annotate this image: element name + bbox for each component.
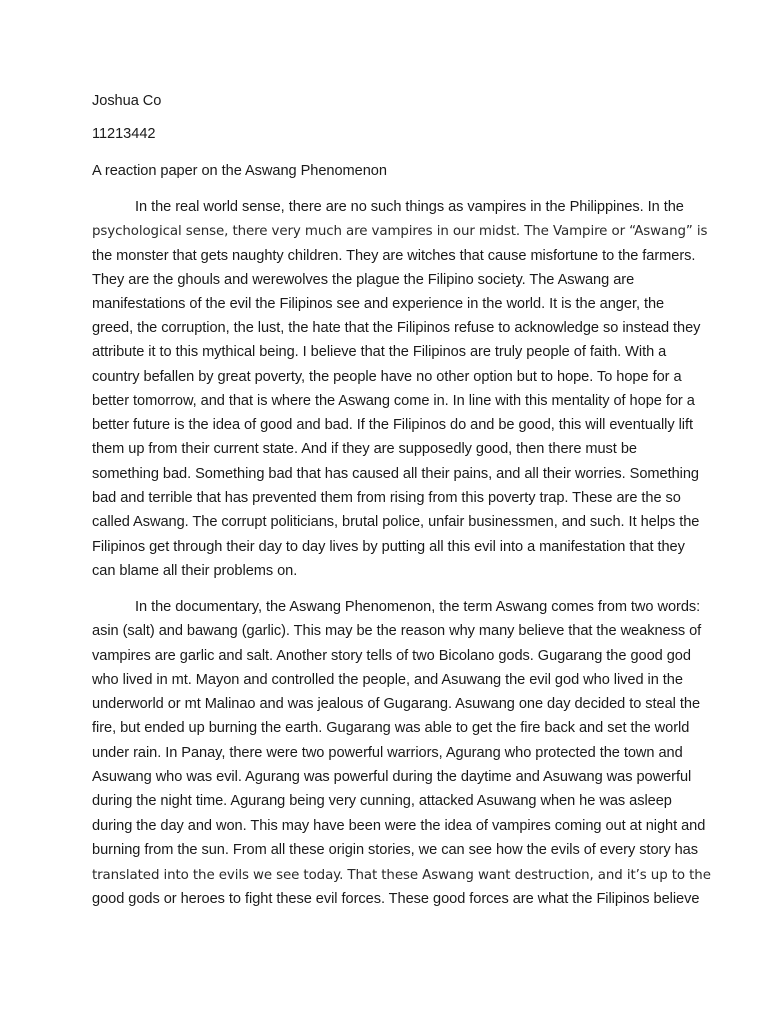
paragraph-line: burning from the sun. From all these origin stories, we can see how the evils of every story has (92, 842, 698, 858)
paragraph-line: vampires are garlic and salt. Another story tells of two Bicolano gods. Gugarang the good god (92, 648, 691, 664)
paragraph-line: manifestations of the evil the Filipinos see and experience in the world. It is the anger, the (92, 296, 665, 312)
paragraph-line: They are the ghouls and werewolves the plague the Filipino society. The Aswang are (92, 272, 635, 288)
paragraph-line: who lived in mt. Mayon and controlled the people, and Asuwang the evil god who lived in the (92, 672, 683, 688)
student-id: 11213442 (92, 126, 156, 142)
paragraph-line: bad and terrible that has prevented them from rising from this poverty trap. These are the so (92, 490, 681, 506)
author-name: Joshua Co (92, 93, 162, 109)
paragraph-line: country befallen by great poverty, the people have no other option but to hope. To hope for a (92, 369, 682, 385)
paragraph-line: better future is the idea of good and bad. If the Filipinos do and be good, this will eventually lift (92, 417, 693, 433)
paragraph-line: fire, but ended up burning the earth. Gugarang was able to get the fire back and set the world (92, 720, 690, 736)
paragraph-line: during the day and won. This may have been were the idea of vampires coming out at night and (92, 818, 706, 834)
paragraph-line: something bad. Something bad that has caused all their pains, and all their worries. Something (92, 466, 699, 482)
paragraph-line: asin (salt) and bawang (garlic). This may be the reason why many believe that the weakness of (92, 623, 702, 639)
paragraph-line: underworld or mt Malinao and was jealous of Gugarang. Asuwang one day decided to steal the (92, 696, 701, 712)
paragraph-line: translated into the evils we see today. That these Aswang want destruction, and it’s up to the (92, 868, 711, 883)
paragraph-line: psychological sense, there very much are vampires in our midst. The Vampire or “Aswang” is (92, 224, 708, 239)
paragraph-line: In the documentary, the Aswang Phenomenon, the term Aswang comes from two words: (135, 599, 701, 615)
paragraph-line: better tomorrow, and that is where the Aswang come in. In line with this mentality of hope for a (92, 393, 695, 409)
paragraph-line: them up from their current state. And if they are supposedly good, then there must be (92, 441, 637, 457)
paragraph-line: during the night time. Agurang being very cunning, attacked Asuwang when he was asleep (92, 793, 672, 809)
paragraph-line: called Aswang. The corrupt politicians, brutal police, unfair businessmen, and such. It helps the (92, 514, 700, 530)
paragraph-line: under rain. In Panay, there were two powerful warriors, Agurang who protected the town and (92, 745, 683, 761)
paragraph-line: the monster that gets naughty children. They are witches that cause misfortune to the farmers. (92, 248, 696, 264)
paragraph-line: Asuwang who was evil. Agurang was powerful during the daytime and Asuwang was powerful (92, 769, 692, 785)
paragraph-line: attribute it to this mythical being. I believe that the Filipinos are truly people of faith. With a (92, 344, 667, 360)
paragraph-line: good gods or heroes to fight these evil forces. These good forces are what the Filipinos believe (92, 891, 700, 907)
paragraph-line: In the real world sense, there are no such things as vampires in the Philippines. In the (135, 199, 684, 215)
paragraph-line: greed, the corruption, the lust, the hate that the Filipinos refuse to acknowledge so instead they (92, 320, 701, 336)
paragraph-line: Filipinos get through their day to day lives by putting all this evil into a manifestation that they (92, 539, 685, 555)
paragraph-line: can blame all their problems on. (92, 563, 298, 579)
document-title: A reaction paper on the Aswang Phenomenon (92, 163, 387, 179)
